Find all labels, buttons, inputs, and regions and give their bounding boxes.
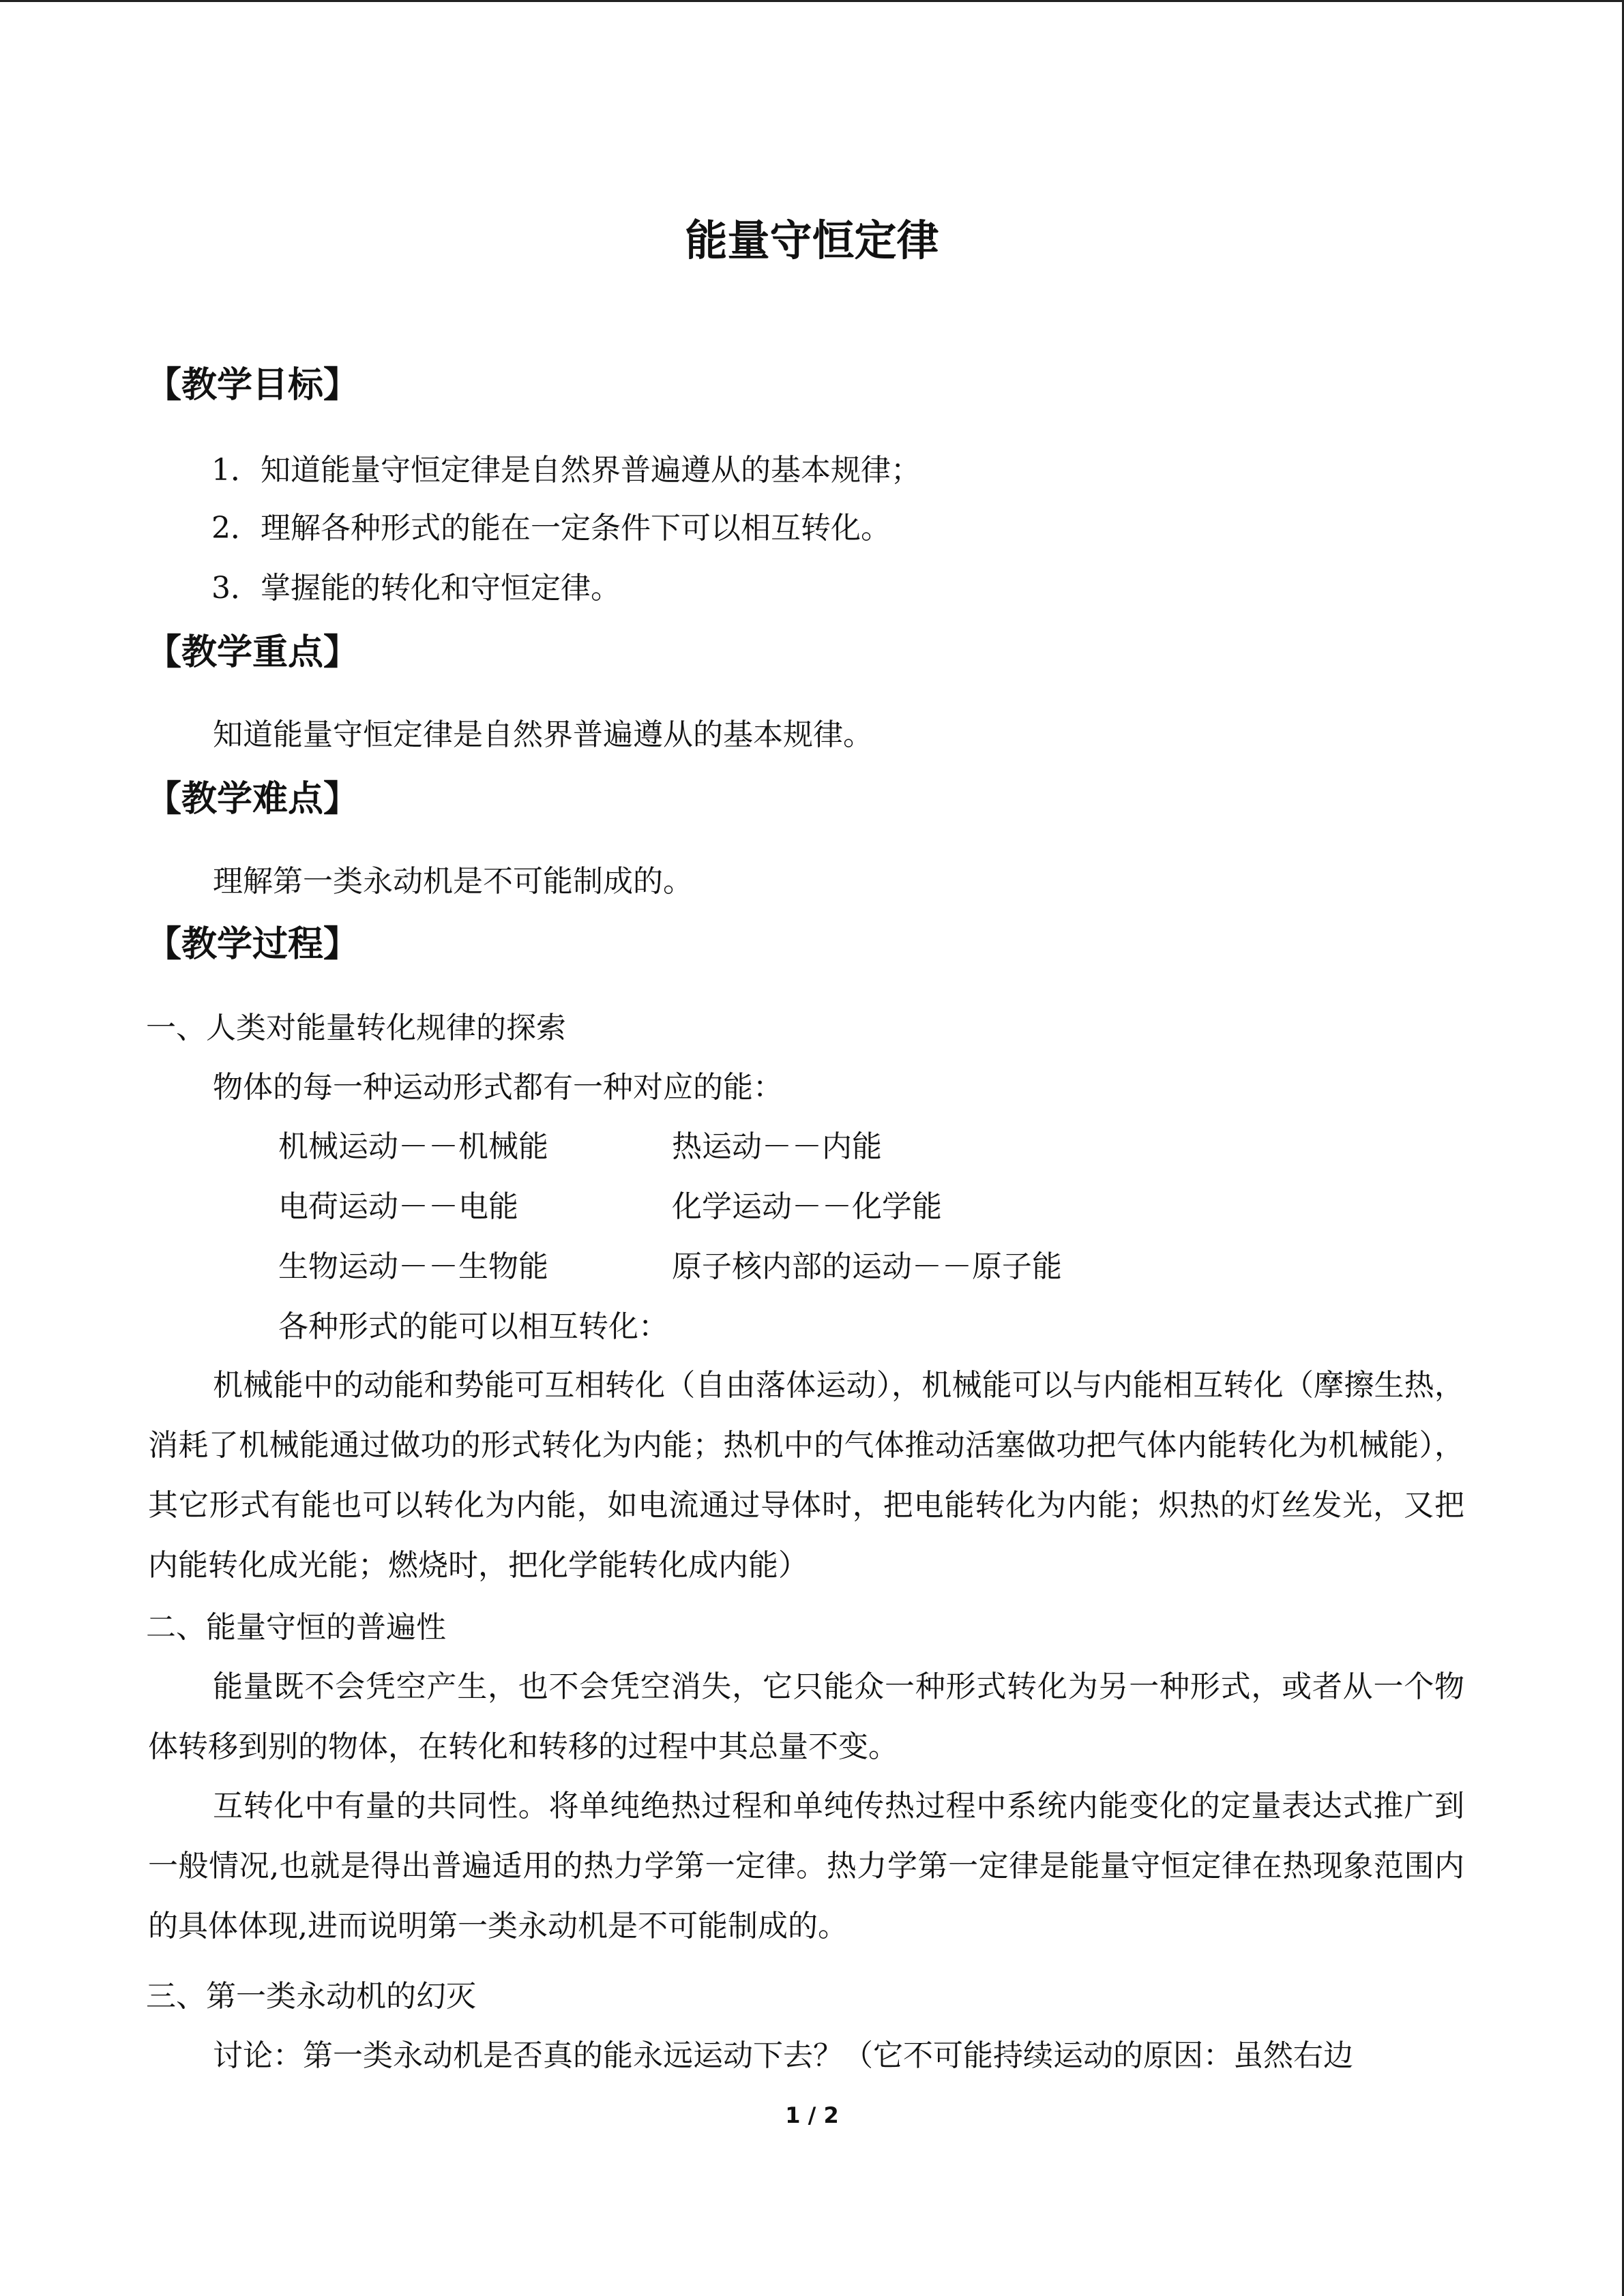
objective-item-2: 2．理解各种形式的能在一定条件下可以相互转化。	[211, 511, 891, 546]
part2-title: 二、能量守恒的普遍性	[146, 1610, 446, 1645]
energy-pair-3-right: 原子核内部的运动－－原子能	[672, 1249, 1062, 1284]
part3-discussion: 讨论：第一类永动机是否真的能永远运动下去？（它不可能持续运动的原因：虽然右边	[213, 2038, 1353, 2073]
page-number: 1 / 2	[785, 2102, 839, 2128]
part1-title: 一、人类对能量转化规律的探索	[146, 1011, 566, 1045]
document-title: 能量守恒定律	[685, 215, 939, 265]
part2-paragraph-1: 能量既不会凭空产生，也不会凭空消失，它只能众一种形式转化为另一种形式，或者从一个物体转移到别的物体，在转化和转移的过程中其总量不变。	[148, 1669, 1464, 1764]
difficulties-heading: 【教学难点】	[146, 779, 359, 820]
energy-pair-3-left: 生物运动－－生物能	[278, 1249, 548, 1284]
part2-paragraph-2: 互转化中有量的共同性。将单纯绝热过程和单纯传热过程中系统内能变化的定量表达式推广到一般情况,也就是得出普遍适用的热力学第一定律。热力学第一定律是能量守恒定律在热现象范围内的具体体现,进而说明第一类永动机是不可能制成的。	[148, 1789, 1464, 1943]
conversion-paragraph: 机械能中的动能和势能可互相转化（自由落体运动），机械能可以与内能相互转化（摩擦生热，消耗了机械能通过做功的形式转化为内能；热机中的气体推动活塞做功把气体内能转化为机械能），其它形式有能也可以转化为内能，如电流通过导体时，把电能转化为内能；炽热的灯丝发光，又把内能转化成光能；燃烧时，把化学能转化成内能）	[148, 1368, 1464, 1583]
objective-item-1: 1．知道能量守恒定律是自然界普遍遵从的基本规律；	[211, 453, 921, 488]
page-border-top	[0, 0, 1624, 2]
energy-pair-2-right: 化学运动－－化学能	[672, 1189, 942, 1224]
part3-title: 三、第一类永动机的幻灭	[146, 1979, 476, 2014]
key-points-text: 知道能量守恒定律是自然界普遍遵从的基本规律。	[213, 717, 873, 752]
energy-pair-2-left: 电荷运动－－电能	[278, 1189, 518, 1224]
conversion-intro: 各种形式的能可以相互转化：	[278, 1309, 668, 1344]
energy-pair-1-left: 机械运动－－机械能	[278, 1129, 548, 1164]
difficulties-text: 理解第一类永动机是不可能制成的。	[213, 864, 693, 899]
part1-intro: 物体的每一种运动形式都有一种对应的能：	[213, 1070, 783, 1105]
energy-pair-1-right: 热运动－－内能	[672, 1129, 882, 1164]
key-points-heading: 【教学重点】	[146, 632, 359, 673]
objective-item-3: 3．掌握能的转化和守恒定律。	[211, 571, 621, 606]
objectives-heading: 【教学目标】	[146, 365, 359, 406]
process-heading: 【教学过程】	[146, 924, 359, 965]
